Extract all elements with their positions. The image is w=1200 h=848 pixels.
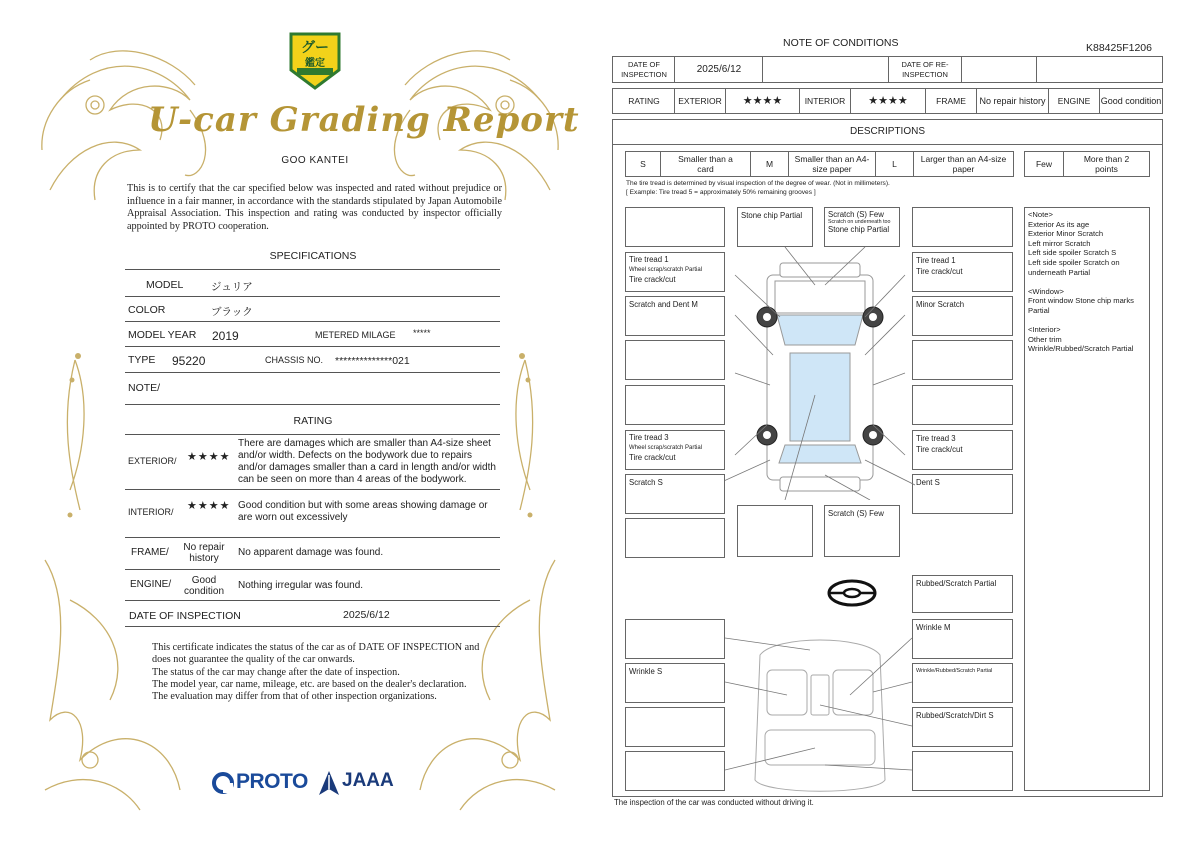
wheel-scrap-text: Wheel scrap/scratch Partial xyxy=(629,445,703,451)
interior-label: INTERIOR xyxy=(804,96,846,106)
divider xyxy=(125,626,500,627)
chassis-label: CHASSIS NO. xyxy=(265,355,324,365)
frame-label: FRAME/ xyxy=(131,547,169,558)
sheet-code: K88425F1206 xyxy=(1086,42,1152,54)
tire-crack-text: Tire crack/cut xyxy=(916,267,963,276)
scratch-underneath-text: Scratch on underneath too xyxy=(828,219,891,225)
tire-crack-text: Tire crack/cut xyxy=(629,453,676,462)
model-year-value: 2019 xyxy=(212,329,239,343)
date-of-inspection-label: DATE OF INSPECTION xyxy=(621,59,667,79)
note-line: Other trim xyxy=(1028,334,1062,344)
divider xyxy=(125,346,500,347)
interior-stars: ★★★★ xyxy=(868,95,908,107)
note-line: Left side spoiler Scratch on underneath Partial xyxy=(1028,257,1120,277)
frame-value: No repair history xyxy=(183,542,225,564)
interior-description: Good condition but with some areas showing damage or are worn out excessively xyxy=(238,500,488,523)
note-of-conditions-sheet xyxy=(600,0,1200,848)
engine-value: Good condition xyxy=(183,575,225,597)
tire-note: The tire tread is determined by visual inspection of the degree of wear. (Not in millimeters). xyxy=(626,180,890,187)
note-line: <Window> xyxy=(1028,286,1064,296)
desc-box-empty xyxy=(625,340,725,380)
note-line: Exterior Minor Scratch xyxy=(1028,229,1104,239)
car-top-view-diagram xyxy=(725,245,915,500)
desc-box-front-left-tire xyxy=(625,252,725,292)
sheet-title: NOTE OF CONDITIONS xyxy=(783,37,899,49)
desc-box-left-rear: Scratch S xyxy=(625,474,725,514)
car-interior-diagram xyxy=(725,630,915,800)
desc-box-bottom-mid: Scratch (S) Few xyxy=(824,505,900,557)
divider xyxy=(125,434,500,435)
disclaimer-line: This certificate indicates the status of the car as of DATE OF INSPECTION and does not guarantee the quality of the car onwards. xyxy=(152,642,480,666)
disclaimer-line: The status of the car may change after the date of inspection. xyxy=(152,666,400,678)
disclaimer-line: The model year, car name, mileage, etc. are based on the dealer's declaration. xyxy=(152,678,467,690)
stone-chip-text: Stone chip Partial xyxy=(828,225,890,234)
desc-box-empty xyxy=(737,505,813,557)
metered-milage-label: METERED MILAGE xyxy=(315,330,396,340)
desc-box-empty xyxy=(625,207,725,247)
steering-wheel-icon xyxy=(826,578,878,608)
rating-heading: RATING xyxy=(293,415,333,427)
certificate-title: U-car Grading Report xyxy=(148,100,580,140)
certificate-subtitle: GOO KANTEI xyxy=(281,155,349,166)
divider xyxy=(125,296,500,297)
type-label: TYPE xyxy=(128,354,156,366)
note-line: <Interior> xyxy=(1028,325,1061,335)
desc-box-rear-right-tire xyxy=(912,430,1013,470)
desc-box-interior-left-1: Wrinkle S xyxy=(625,663,725,703)
model-year-label: MODEL YEAR xyxy=(128,329,197,341)
desc-box-empty xyxy=(912,340,1013,380)
date-of-inspection-value: 2025/6/12 xyxy=(343,609,390,621)
color-label: COLOR xyxy=(128,304,166,316)
tire-crack-text: Tire crack/cut xyxy=(629,275,676,284)
frame-label: FRAME xyxy=(936,96,966,106)
color-value: ブラック xyxy=(211,306,253,318)
rating-label: RATING xyxy=(628,96,660,106)
tire-example: [ Example: Tire tread 5 = approximately 50% remaining grooves ] xyxy=(626,189,816,196)
notes-text xyxy=(1028,210,1148,354)
divider xyxy=(125,569,500,570)
divider xyxy=(125,269,500,270)
note-label: NOTE/ xyxy=(128,382,161,394)
desc-box-empty xyxy=(625,385,725,425)
legend-text-m: Smaller than an A4-size paper xyxy=(794,154,870,174)
desc-box-empty xyxy=(625,751,725,791)
legend-code-l: L xyxy=(892,159,897,169)
desc-box-interior-right-3: Rubbed/Scratch/Dirt S xyxy=(912,707,1013,747)
desc-box-empty xyxy=(912,385,1013,425)
frame-value: No repair history xyxy=(979,96,1046,106)
note-line: <Note> xyxy=(1028,210,1053,219)
model-label: MODEL xyxy=(146,279,184,291)
exterior-label: EXTERIOR xyxy=(678,96,722,106)
desc-box-right-rear: Dent S xyxy=(912,474,1013,514)
disclaimer-line: The evaluation may differ from that of other inspection organizations. xyxy=(152,691,437,703)
desc-box-empty xyxy=(625,518,725,558)
legend-text-few: More than 2 points xyxy=(1083,154,1130,174)
tire-crack-text: Tire crack/cut xyxy=(916,445,963,454)
engine-label: ENGINE xyxy=(1057,96,1091,106)
exterior-stars: ★★★★ xyxy=(742,95,783,107)
divider xyxy=(125,404,500,405)
legend-text-l: Larger than an A4-size paper xyxy=(920,154,1007,174)
note-line: Left mirror Scratch xyxy=(1028,238,1091,248)
note-line: Wrinkle/Rubbed/Scratch Partial xyxy=(1028,344,1134,354)
note-line: Front window Stone chip marks Partial xyxy=(1028,296,1134,315)
divider xyxy=(125,372,500,373)
engine-label: ENGINE/ xyxy=(130,579,172,590)
certificate-intro: This is to certify that the car specified below was inspected and rated without prejudice or influence in a fair manner, in accordance with the standards stipulated by Japan Automobile Appraisal Association. This inspection and rating was conducted by inspector officially appointed by PROTO cooperation. xyxy=(127,183,502,232)
divider xyxy=(125,321,500,322)
metered-milage-value: ***** xyxy=(413,328,431,338)
desc-box-interior-right-1: Wrinkle M xyxy=(912,619,1013,659)
interior-label: INTERIOR/ xyxy=(128,507,174,517)
desc-box-empty xyxy=(625,707,725,747)
note-line: Exterior As its age xyxy=(1028,219,1090,229)
legend-code-s: S xyxy=(640,159,646,169)
date-of-inspection-label: DATE OF INSPECTION xyxy=(129,610,241,622)
specifications-heading: SPECIFICATIONS xyxy=(269,250,357,262)
interior-stars: ★★★★ xyxy=(187,500,231,512)
date-of-inspection-value: 2025/6/12 xyxy=(696,63,742,75)
scratch-few-text: Scratch (S) Few xyxy=(828,210,884,219)
frame-description: No apparent damage was found. xyxy=(238,547,384,558)
re-inspection-label: DATE OF RE-INSPECTION xyxy=(901,59,949,79)
wheel-scrap-text: Wheel scrap/scratch Partial xyxy=(629,267,703,273)
desc-box-empty xyxy=(625,619,725,659)
tire-tread-text: Tire tread 3 xyxy=(916,434,956,443)
legend-text-s: Smaller than a card xyxy=(678,154,733,174)
certificate-disclaimer xyxy=(152,642,482,703)
desc-box-top-mid-right xyxy=(824,207,900,247)
tire-tread-text: Tire tread 1 xyxy=(916,256,956,265)
jaaa-logo-text: JAAA xyxy=(342,770,394,791)
tire-tread-text: Tire tread 1 xyxy=(629,255,669,264)
desc-box-rear-left-tire xyxy=(625,430,725,470)
engine-value: Good condition xyxy=(1100,96,1162,106)
badge-label-text: 鑑定 xyxy=(305,58,325,69)
chassis-value: **************021 xyxy=(335,355,410,367)
engine-description: Nothing irregular was found. xyxy=(238,580,364,591)
jaaa-logo-icon xyxy=(318,770,340,796)
divider xyxy=(125,600,500,601)
desc-box-left-side: Scratch and Dent M xyxy=(625,296,725,336)
legend-code-m: M xyxy=(765,159,774,169)
proto-logo-icon xyxy=(212,772,234,794)
goo-kantei-badge-icon xyxy=(285,30,345,90)
badge-mark-text: グー xyxy=(301,40,329,56)
sheet-footer: The inspection of the car was conducted without driving it. xyxy=(614,798,814,807)
desc-box-interior-right-2: Wrinkle/Rubbed/Scratch Partial xyxy=(912,663,1013,703)
exterior-stars: ★★★★ xyxy=(187,451,231,463)
descriptions-heading: DESCRIPTIONS xyxy=(849,126,925,137)
desc-box-empty xyxy=(912,207,1013,247)
desc-box-empty xyxy=(912,751,1013,791)
exterior-label: EXTERIOR/ xyxy=(128,456,177,466)
desc-box-front-right-tire xyxy=(912,252,1013,292)
desc-box-top-mid-left: Stone chip Partial xyxy=(737,207,813,247)
note-line: Left side spoiler Scratch S xyxy=(1028,248,1117,258)
desc-box-right-side: Minor Scratch xyxy=(912,296,1013,336)
exterior-description: There are damages which are smaller than A4-size sheet and/or width. Defects on the bodywork due to repairs and/or damages smaller than a card in length and/or width can be seen on more than 4 areas of the bodywork. xyxy=(238,438,496,485)
divider xyxy=(125,489,500,490)
legend-code-few: Few xyxy=(1035,159,1053,169)
proto-logo-text: PROTO xyxy=(236,770,308,793)
desc-box-steering: Rubbed/Scratch Partial xyxy=(912,575,1013,613)
type-value: 95220 xyxy=(172,354,206,368)
model-value: ジュリア xyxy=(211,281,253,293)
tire-tread-text: Tire tread 3 xyxy=(629,433,669,442)
divider xyxy=(125,537,500,538)
